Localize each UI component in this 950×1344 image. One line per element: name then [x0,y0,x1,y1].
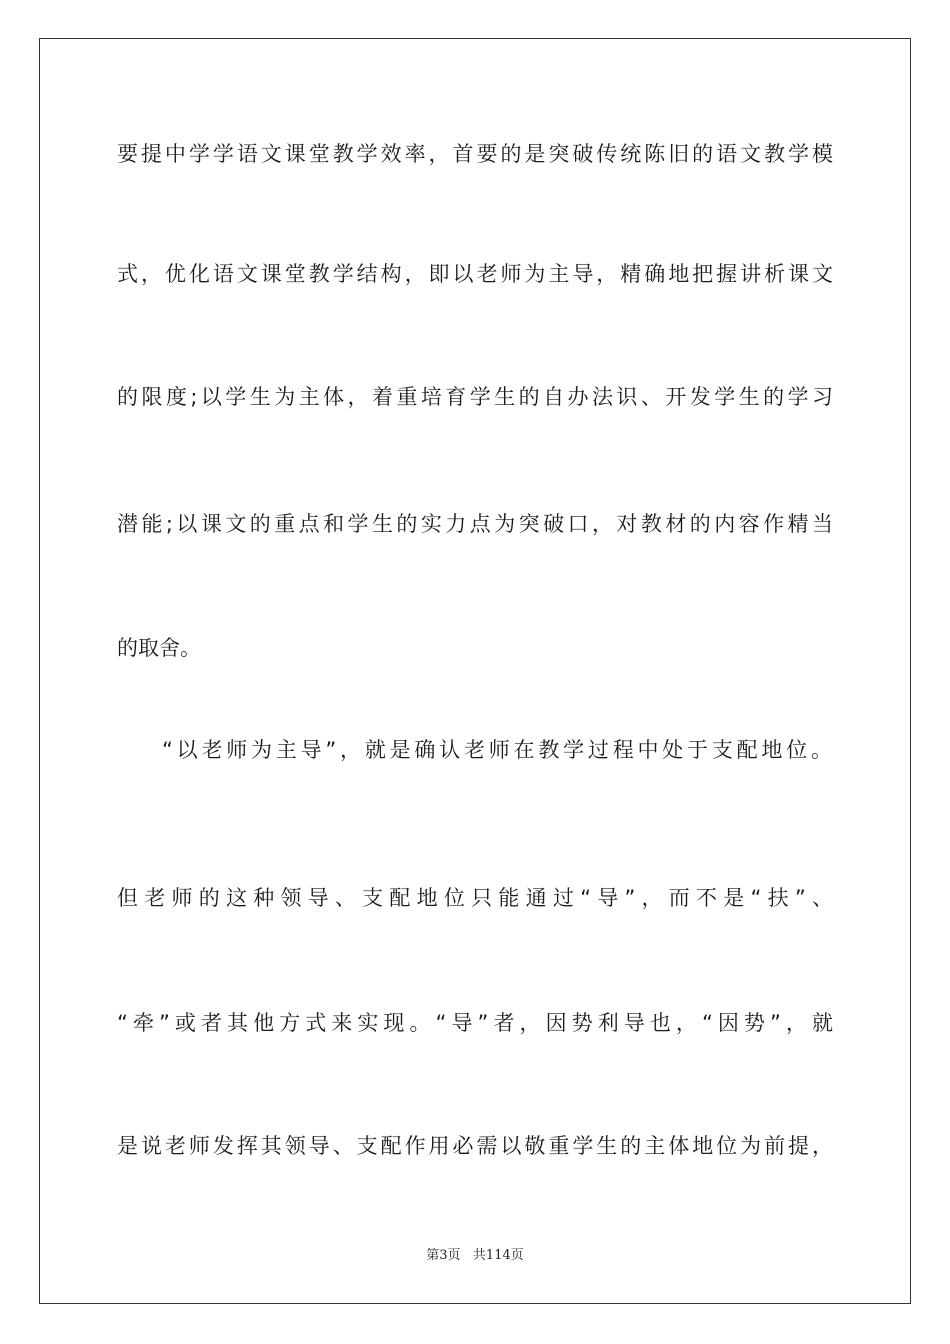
text-line: 潜能;以课文的重点和学生的实力点为突破口，对教材的内容作精当 [117,512,833,536]
text-line: 是说老师发挥其领导、支配作用必需以敬重学生的主体地位为前提， [117,1134,833,1158]
page-footer [0,1247,950,1265]
text-line: 要提中学学语文课堂教学效率，首要的是突破传统陈旧的语文教学模 [117,142,833,166]
text-line: 式，优化语文课堂教学结构，即以老师为主导，精确地把握讲析课文 [117,262,833,286]
page-number: 第3页 [426,1248,461,1263]
page-border [39,38,911,1304]
text-line-indent: “以老师为主导”，就是确认老师在教学过程中处于支配地位。 [162,738,832,762]
text-line: “牵”或者其他方式来实现。“导”者，因势利导也，“因势”，就 [117,1011,833,1035]
total-pages: 共114页 [472,1248,524,1263]
text-line: 的限度;以学生为主体，着重培育学生的自办法识、开发学生的学习 [117,385,833,409]
text-line: 的取舍。 [117,636,201,660]
text-line: 但老师的这种领导、支配地位只能通过“导”，而不是“扶”、 [117,886,833,910]
